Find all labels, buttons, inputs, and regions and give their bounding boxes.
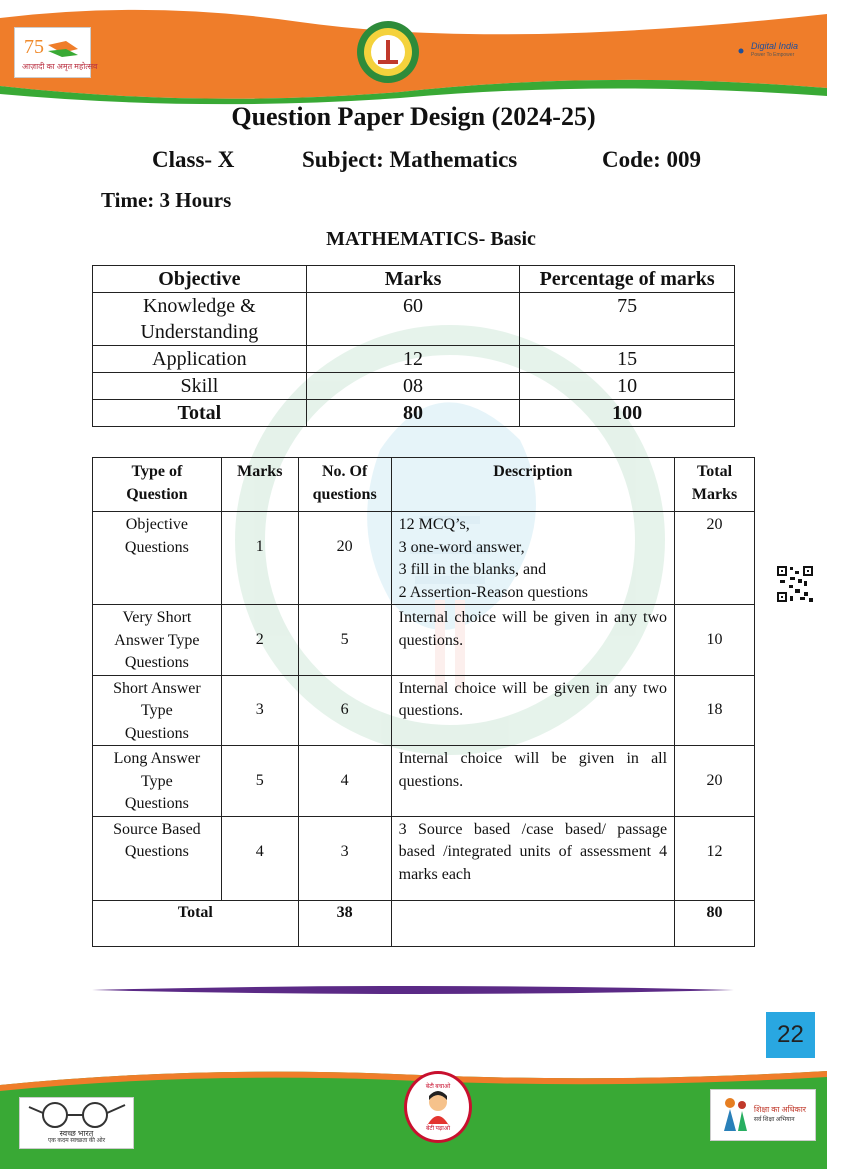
total-marks: 80 [675, 900, 755, 946]
description-cell: Internal choice will be given in any two questions. [391, 675, 674, 746]
total-cell: 10 [675, 605, 755, 676]
type-line: Type [141, 702, 173, 719]
description-cell [391, 512, 674, 605]
swachh-caption: स्वच्छ भारत [59, 1129, 94, 1138]
type-line: Questions [124, 795, 189, 812]
type-cell [93, 512, 222, 605]
swachh-tagline: एक कदम स्वच्छता की ओर [47, 1138, 106, 1144]
count-cell: 3 [298, 816, 391, 900]
objective-line: Understanding [140, 321, 259, 343]
count-cell: 6 [298, 675, 391, 746]
table-row [93, 293, 735, 346]
table-row [93, 346, 735, 373]
objective-line: Knowledge & [142, 295, 256, 317]
objective-cell: Application [93, 346, 307, 373]
code-label: Code: 009 [602, 147, 702, 172]
total-header-line: Marks [691, 486, 738, 503]
objective-total-row [93, 400, 735, 427]
type-cell [93, 746, 222, 817]
svg-text:75: 75 [23, 35, 44, 58]
girl-icon [423, 1090, 453, 1124]
beti-padhao-caption: बेटी पढ़ाओ [426, 1126, 450, 1132]
type-line: Very Short [122, 609, 192, 626]
type-header [93, 458, 222, 512]
time-label: Time: 3 Hours [101, 188, 232, 212]
board-seal-icon [356, 20, 420, 84]
ssa-tagline: सर्व शिक्षा अभियान [753, 1117, 795, 1123]
marks-cell: 12 [306, 346, 520, 373]
total-cell: 18 [675, 675, 755, 746]
objective-cell: Skill [93, 373, 307, 400]
percentage-cell: 15 [520, 346, 735, 373]
page-number-badge: 22 [766, 1012, 815, 1058]
marks-cell: 2 [221, 605, 298, 676]
percentage-cell: 10 [520, 373, 735, 400]
total-cell: 12 [675, 816, 755, 900]
type-line: Questions [124, 538, 189, 556]
children-reading-icon [720, 1095, 750, 1135]
description-header: Description [391, 458, 674, 512]
total-percentage: 100 [520, 400, 735, 427]
document-title: Question Paper Design (2024-25) [231, 102, 596, 131]
marks-header: Marks [221, 458, 298, 512]
marks-cell: 1 [221, 512, 298, 605]
marks-cell: 5 [221, 746, 298, 817]
table-row [93, 816, 755, 900]
count-cell: 4 [298, 746, 391, 817]
count-cell: 5 [298, 605, 391, 676]
digital-india-logo [733, 37, 799, 65]
rte-sarva-shiksha-logo [710, 1089, 816, 1141]
gandhi-glasses-icon [27, 1101, 127, 1129]
total-marks: 80 [306, 400, 520, 427]
total-label: Total [93, 400, 307, 427]
qr-code-icon [776, 565, 814, 603]
question-table-header-row [93, 458, 755, 512]
total-cell: 20 [675, 746, 755, 817]
marks-cell: 60 [306, 293, 520, 346]
type-line: Type [141, 772, 173, 790]
table-row [93, 605, 755, 676]
section-title: MATHEMATICS- Basic [326, 228, 536, 250]
marks-cell: 3 [221, 675, 298, 746]
marks-header: Marks [306, 266, 520, 293]
table-row [93, 675, 755, 746]
marks-cell: 4 [221, 816, 298, 900]
digital-india-icon [734, 44, 748, 58]
description-line: 12 MCQ’s, [398, 516, 470, 533]
description-line: 3 one-word answer, [398, 538, 525, 556]
type-header-line: Question [126, 486, 188, 503]
table-row [93, 512, 755, 605]
beti-bachao-logo [404, 1071, 472, 1143]
description-cell: Internal choice will be given in any two questions. [391, 605, 674, 676]
type-line: Objective [125, 516, 188, 533]
swachh-bharat-logo [19, 1097, 134, 1149]
description-cell: Internal choice will be given in all questions. [391, 746, 674, 817]
purple-divider [92, 984, 734, 996]
type-line: Questions [124, 724, 189, 742]
azadi-ka-amrit-mahotsav-logo [14, 27, 97, 78]
type-line: Questions [124, 843, 189, 860]
table-row [93, 746, 755, 817]
type-line: Source Based [113, 820, 201, 838]
type-line: Short Answer [113, 679, 201, 697]
count-header-line: No. Of [322, 463, 368, 480]
type-header-line: Type of [131, 463, 183, 480]
type-line: Long Answer [113, 750, 201, 767]
type-cell [93, 675, 222, 746]
total-description-empty [391, 900, 674, 946]
digital-india-tagline: Power To Empower [750, 52, 795, 58]
percentage-header: Percentage of marks [520, 266, 735, 293]
question-type-table [92, 457, 755, 947]
percentage-cell: 75 [520, 293, 735, 346]
total-count: 38 [298, 900, 391, 946]
total-cell: 20 [675, 512, 755, 605]
objective-table-header-row [93, 266, 735, 293]
description-line: 2 Assertion-Reason questions [398, 583, 588, 601]
total-header-line: Total [697, 463, 733, 480]
rte-caption: शिक्षा का अधिकार [753, 1105, 807, 1114]
objective-marks-table [92, 265, 735, 427]
type-line: Answer Type [114, 631, 200, 649]
question-total-row [93, 900, 755, 946]
count-header-line: questions [312, 486, 377, 503]
type-line: Questions [124, 654, 189, 671]
count-cell: 20 [298, 512, 391, 605]
digital-india-caption: Digital India [750, 41, 799, 51]
objective-header: Objective [93, 266, 307, 293]
marks-cell: 08 [306, 373, 520, 400]
azadi-caption: आज़ादी का अमृत महोत्सव [21, 61, 97, 71]
class-label: Class- X [152, 147, 235, 172]
total-label: Total [93, 900, 299, 946]
table-row [93, 373, 735, 400]
subject-label: Subject: Mathematics [302, 147, 518, 172]
description-line: 3 fill in the blanks, and [398, 561, 547, 578]
objective-cell [93, 293, 307, 346]
type-cell [93, 816, 222, 900]
count-header [298, 458, 391, 512]
description-cell: 3 Source based /case based/ passage based /integrated units of assessment 4 marks each [391, 816, 674, 900]
total-marks-header [675, 458, 755, 512]
beti-bachao-caption: बेटी बचाओ [425, 1084, 451, 1090]
type-cell [93, 605, 222, 676]
